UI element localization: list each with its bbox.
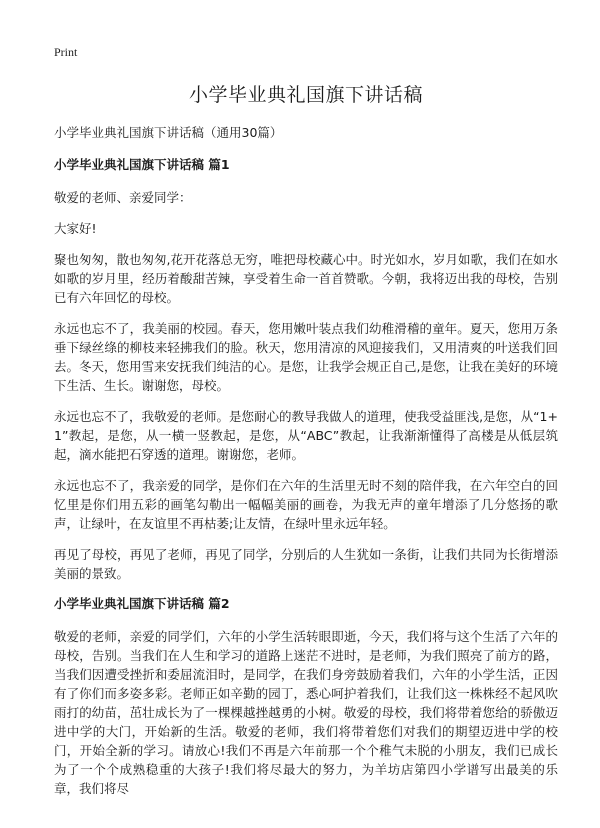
paragraph: 再见了母校，再见了老师，再见了同学，分别后的人生犹如一条街，让我们共同为长街增添美丽的景致。 — [54, 547, 558, 581]
document-subtitle: 小学毕业典礼国旗下讲话稿（通用30篇） — [54, 125, 283, 140]
paragraph: 永远也忘不了，我敬爱的老师。是您耐心的教导我做人的道理，使我受益匪浅,是您，从“1+1”教起，是您，从一横一竖教起，是您，从“ABC”教起，让我渐渐懂得了高楼是从低层筑起，滴水能把石穿透的道理。谢谢您，老师。 — [54, 409, 558, 462]
section-2 — [54, 595, 558, 798]
paragraph: 聚也匆匆，散也匆匆,花开花落总无穷，唯把母校藏心中。时光如水，岁月如歌，我们在如水如歌的岁月里，经历着酸甜苦辣，享受着生命一首首赞歌。今朝，我将迈出我的母校，告别已有六年回忆的母校。 — [54, 252, 558, 305]
section-1 — [54, 156, 558, 583]
paragraph: 敬爱的老师，亲爱的同学们，六年的小学生活转眼即逝，今天，我们将与这个生活了六年的母校，告别。当我们在人生和学习的道路上迷茫不进时，是老师，为我们照亮了前方的路，当我们因遭受挫折和委屈流泪时，是同学，在我们身旁鼓励着我们，六年的小学生活，正因有了你们而多姿多彩。老师正如辛勤的园丁，悉心呵护着我们，让我们这一株株经不起风吹雨打的幼苗，茁壮成长为了一棵棵越挫越勇的小树。敬爱的母校，我们将带着您给的骄傲迈进中学的大门，开始新的生活。敬爱的老师，我们将带着您们对我们的期望迈进中学的校门，开始全新的学习。请放心!我们不再是六年前那一个个稚气未脱的小朋友，我们已成长为了一个个成熟稳重的大孩子!我们将尽最大的努力，为羊坊店第四小学谱写出最美的乐章，我们将尽 — [54, 629, 558, 796]
paragraph: 敬爱的老师、亲爱同学： — [54, 190, 192, 205]
section-heading: 小学毕业典礼国旗下讲话稿 篇1 — [54, 157, 230, 172]
section-heading: 小学毕业典礼国旗下讲话稿 篇2 — [54, 596, 230, 611]
document-title: 小学毕业典礼国旗下讲话稿 — [188, 84, 423, 106]
print-link[interactable]: Print — [54, 45, 78, 59]
paragraph: 大家好! — [54, 221, 97, 236]
paragraph: 永远也忘不了，我美丽的校园。春天，您用嫩叶装点我们幼稚滑稽的童年。夏天，您用万条垂下绿丝绦的柳枝来轻拂我们的脸。秋天，您用清凉的风迎接我们，又用清爽的叶送我们回去。冬天，您用雪来安抚我们纯洁的心。是您，让我学会规正自己,是您，让我在美好的环境下生活、生长。谢谢您，母校。 — [54, 321, 558, 393]
paragraph: 永远也忘不了，我亲爱的同学，是你们在六年的生活里无时不刻的陪伴我，在六年空白的回忆里是你们用五彩的画笔勾勒出一幅幅美丽的画卷，为我无声的童年增添了几分悠扬的歌声，让绿叶，在友谊里不再枯萎;让友情，在绿叶里永远年轻。 — [54, 478, 558, 531]
